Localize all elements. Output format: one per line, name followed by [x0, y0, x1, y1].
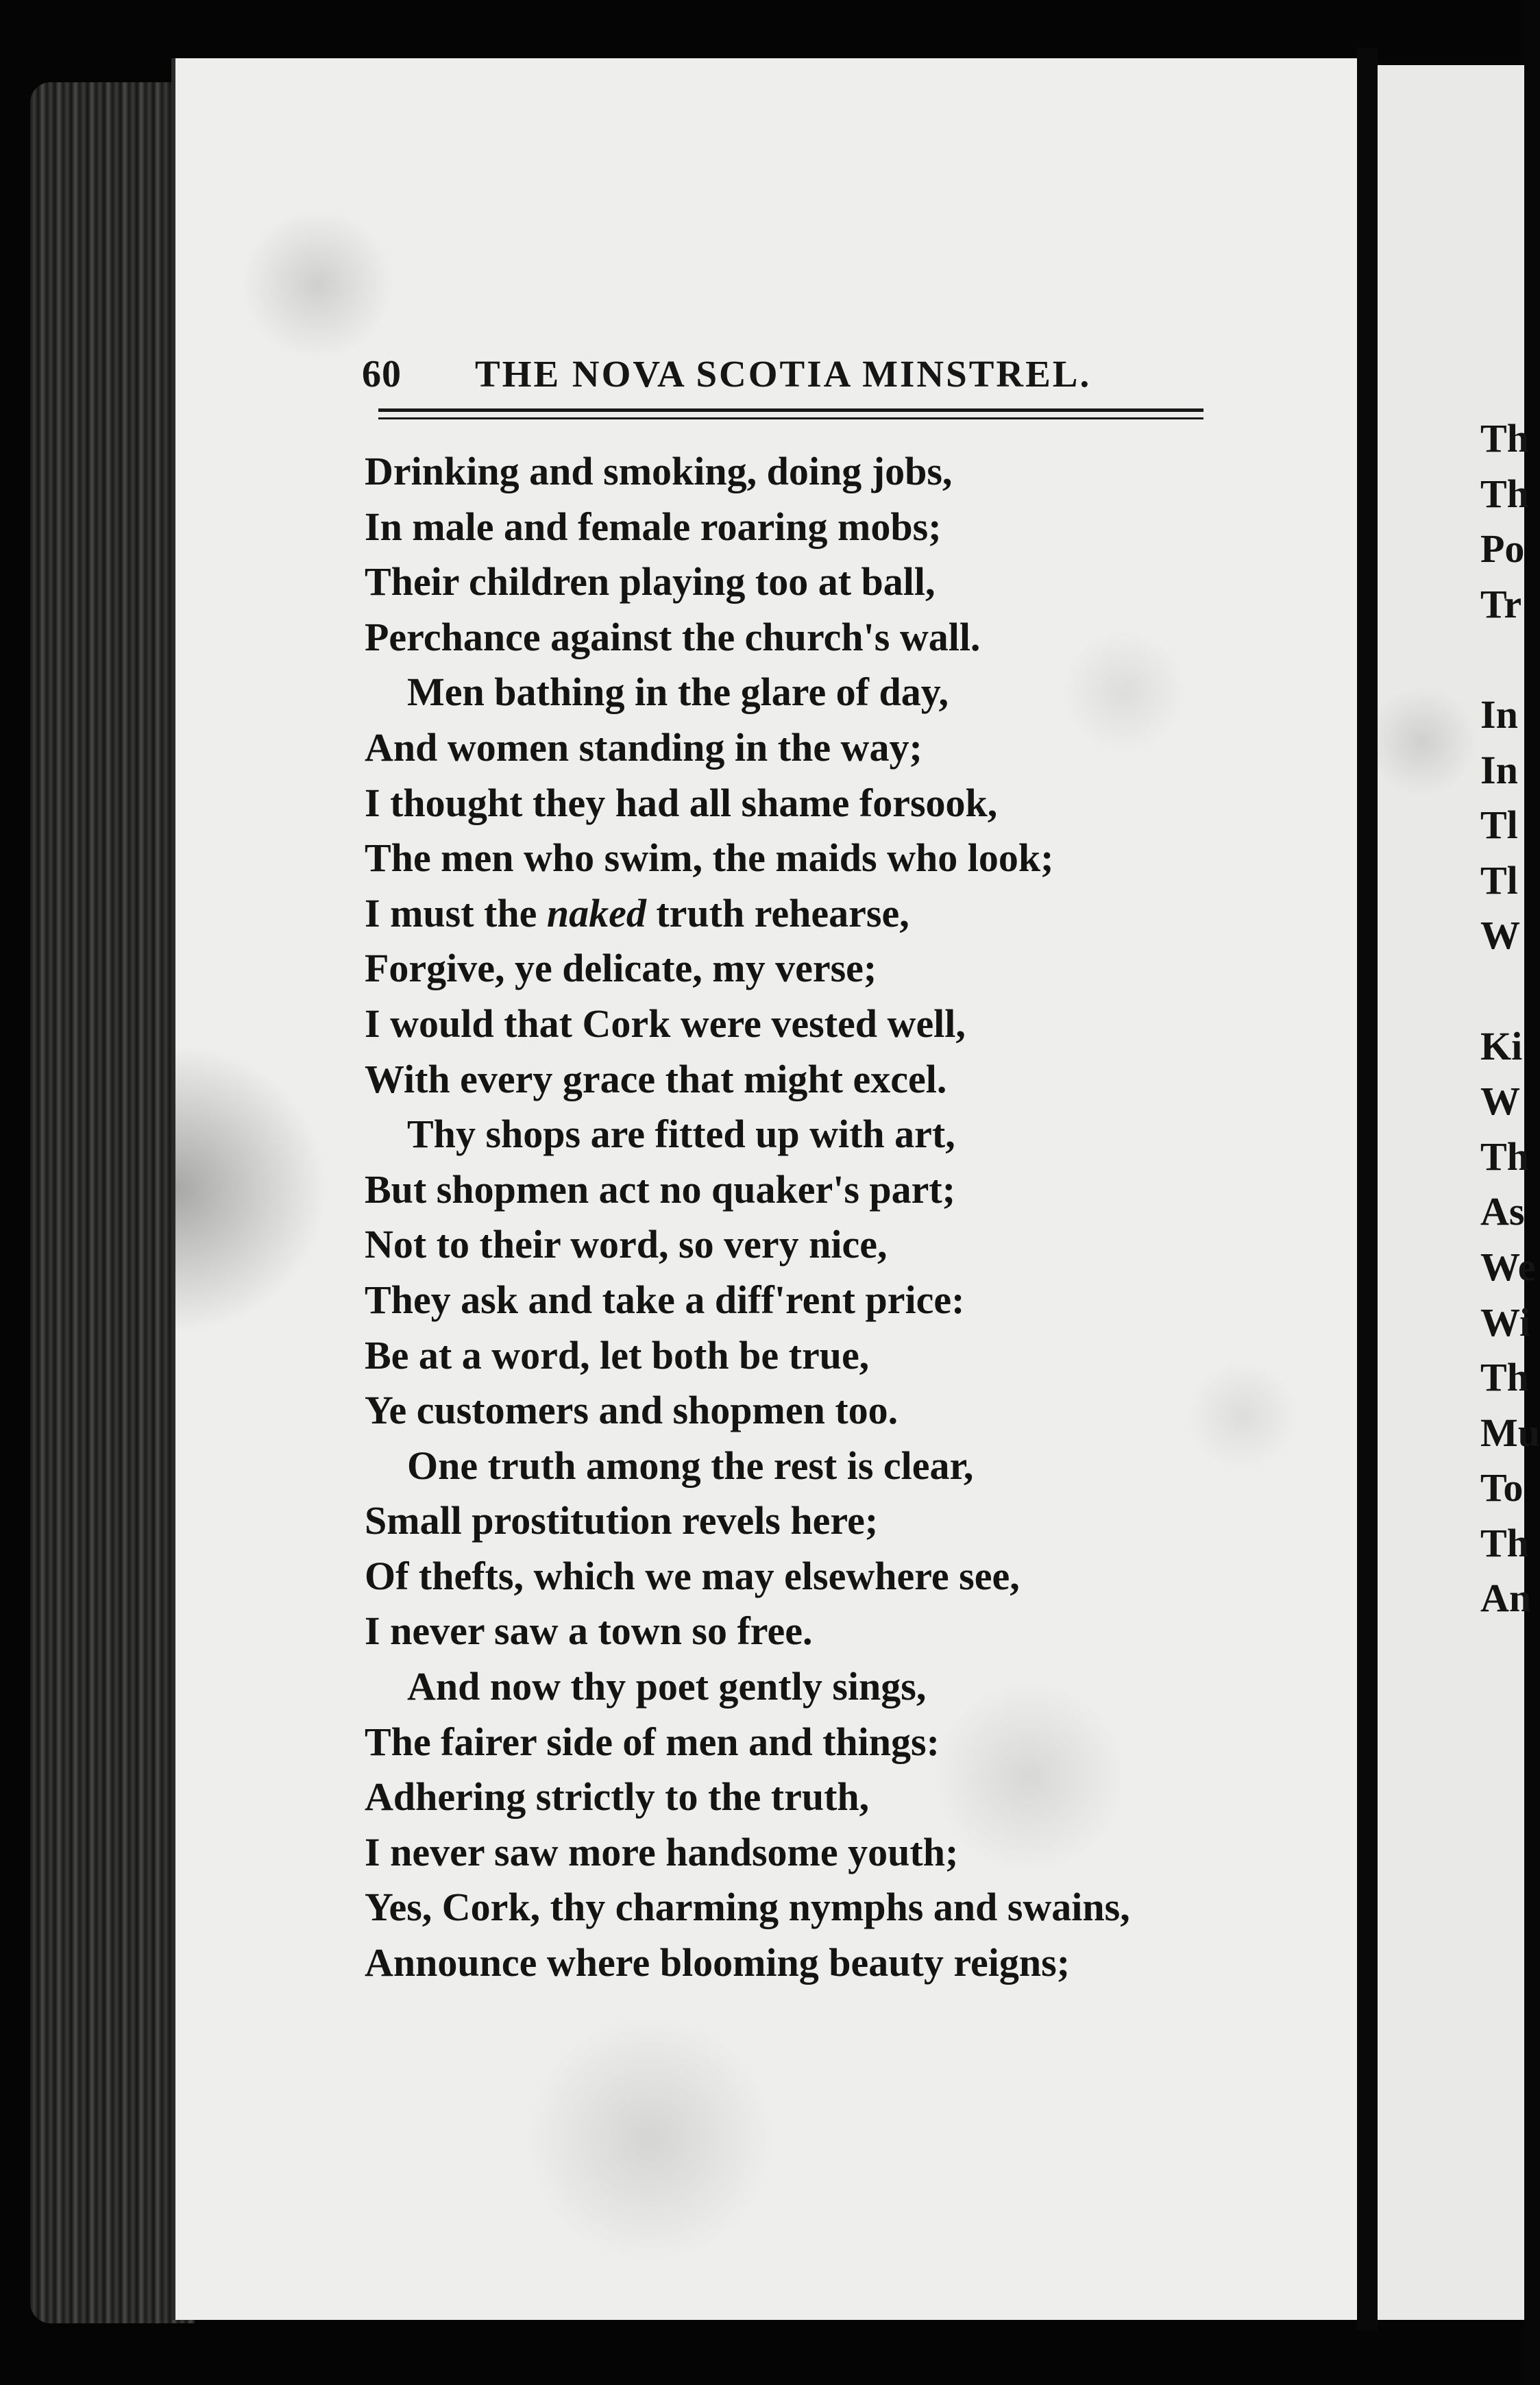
facing-line-fragment: Tl — [1480, 803, 1518, 848]
poem-line: Thy shops are fitted up with art, — [407, 1112, 955, 1157]
italic-word: naked — [546, 890, 646, 935]
poem-line: Adhering strictly to the truth, — [365, 1774, 870, 1820]
facing-line-fragment: Po — [1480, 526, 1525, 572]
poem-line: Not to their word, so very nice, — [365, 1222, 888, 1267]
facing-line-fragment: Th — [1480, 1134, 1529, 1179]
poem-line: I would that Cork were vested well, — [365, 1001, 966, 1046]
poem-line: I thought they had all shame forsook, — [365, 780, 998, 825]
facing-line-fragment: We — [1480, 1244, 1536, 1289]
poem-line-end: truth rehearse, — [646, 890, 909, 935]
facing-line-fragment: W — [1480, 1079, 1520, 1124]
facing-line-fragment: Tl — [1480, 857, 1518, 903]
running-title: THE NOVA SCOTIA MINSTREL. — [475, 353, 1092, 395]
poem-line: Small prostitution revels here; — [365, 1498, 879, 1543]
facing-line-fragment: To — [1480, 1465, 1524, 1510]
facing-line-fragment: As — [1480, 1189, 1525, 1234]
page-number: 60 — [362, 353, 402, 395]
poem-line: And now thy poet gently sings, — [407, 1664, 927, 1709]
poem-line: In male and female roaring mobs; — [365, 504, 942, 549]
facing-line-fragment — [1480, 632, 1540, 687]
poem-line: Of thefts, which we may elsewhere see, — [365, 1553, 1020, 1598]
poem-line: One truth among the rest is clear, — [407, 1443, 974, 1488]
poem-line: Forgive, ye delicate, my verse; — [365, 946, 877, 991]
poem-text — [365, 444, 1276, 1991]
poem-line: The men who swim, the maids who look; — [365, 835, 1054, 881]
header-double-rule — [378, 408, 1203, 419]
poem-line: Their children playing too at ball, — [365, 559, 936, 604]
poem-line — [365, 886, 1276, 942]
poem-line: With every grace that might excel. — [365, 1056, 947, 1101]
facing-line-fragment: Th — [1480, 471, 1529, 516]
facing-line-fragment: Mu — [1480, 1410, 1540, 1455]
poem-line: They ask and take a diff'rent price: — [365, 1277, 965, 1322]
book-gutter — [1357, 48, 1378, 2330]
poem-line: I never saw more handsome youth; — [365, 1829, 959, 1874]
poem-line: Yes, Cork, thy charming nymphs and swains, — [365, 1885, 1130, 1930]
facing-line-fragment: Th — [1480, 1355, 1529, 1400]
poem-line: Ye customers and shopmen too. — [365, 1388, 899, 1433]
facing-line-fragment: Th — [1480, 416, 1529, 461]
facing-line-fragment: Th — [1480, 1520, 1529, 1565]
facing-line-fragment: Ki — [1480, 1023, 1523, 1068]
poem-line: I never saw a town so free. — [365, 1609, 813, 1654]
poem-line: Announce where blooming beauty reigns; — [365, 1940, 1071, 1985]
facing-line-fragment: W — [1480, 913, 1520, 958]
facing-line-fragment — [1480, 964, 1540, 1019]
poem-line: And women standing in the way; — [365, 724, 922, 770]
facing-line-fragment: In — [1480, 747, 1518, 792]
poem-line: Perchance against the church's wall. — [365, 614, 981, 659]
facing-page-fragments — [1480, 411, 1540, 1626]
poem-line: Drinking and smoking, doing jobs, — [365, 449, 953, 493]
facing-line-fragment: In — [1480, 692, 1518, 737]
poem-line: Men bathing in the glare of day, — [407, 670, 949, 715]
poem-line: The fairer side of men and things: — [365, 1719, 940, 1764]
page-edges — [30, 82, 195, 2323]
facing-line-fragment: Tr — [1480, 581, 1522, 626]
poem-line: But shopmen act no quaker's part; — [365, 1166, 956, 1212]
poem-line-start: I must the — [365, 890, 547, 935]
facing-line-fragment: Wi — [1480, 1299, 1531, 1345]
facing-line-fragment: An — [1480, 1576, 1532, 1621]
poem-line: Be at a word, let both be true, — [365, 1332, 870, 1378]
running-head — [362, 347, 1212, 402]
